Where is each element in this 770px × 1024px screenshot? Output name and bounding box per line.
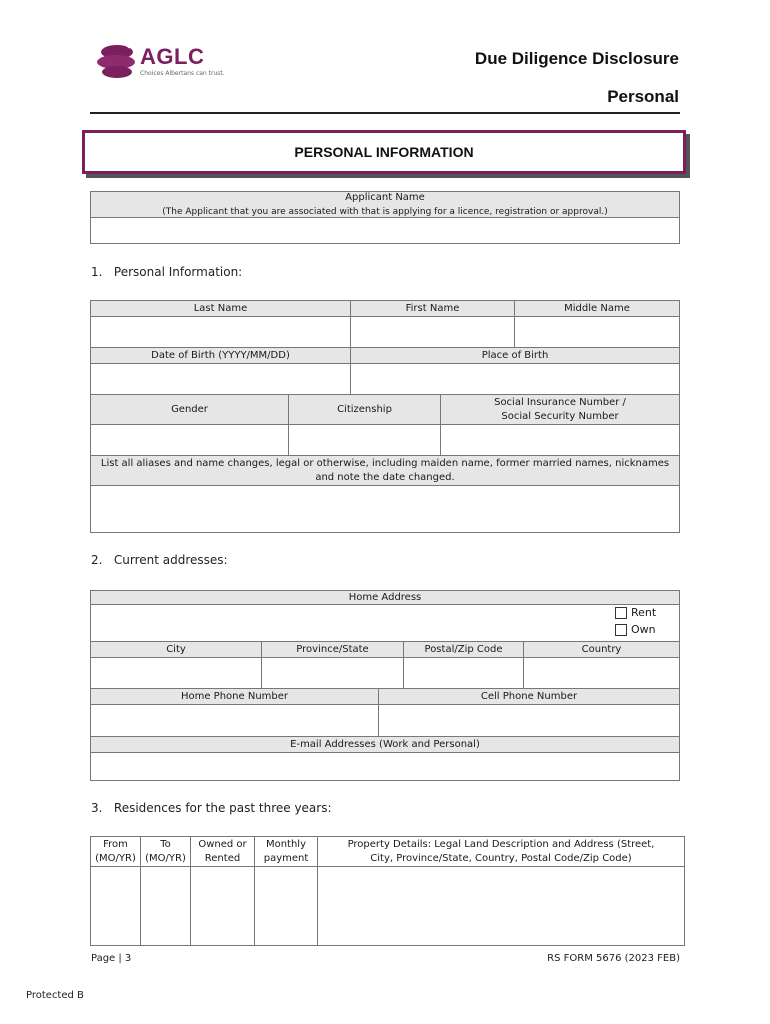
- city-header: City: [90, 641, 262, 658]
- from-label: From (MO/YR): [95, 838, 136, 864]
- monthly-label: Monthly payment: [263, 838, 309, 864]
- form-number: RS FORM 5676 (2023 FEB): [547, 953, 680, 964]
- aliases-field[interactable]: [90, 485, 680, 533]
- province-header: Province/State: [261, 641, 404, 658]
- logo-tagline: Choices Albertans can trust.: [140, 70, 225, 77]
- residence-monthly-header: [254, 836, 318, 867]
- residence-from-header: [90, 836, 141, 867]
- aglc-logo: [96, 40, 236, 84]
- country-header: Country: [523, 641, 680, 658]
- residence-to-header: [140, 836, 191, 867]
- own-checkbox[interactable]: [615, 624, 627, 636]
- residence-details-header: [317, 836, 685, 867]
- residence-owned-field[interactable]: [190, 866, 255, 946]
- aliases-label: List all aliases and name changes, legal or otherwise, including maiden name, former married names, nicknames and note the date changed.: [100, 457, 670, 483]
- place-of-birth-header: Place of Birth: [350, 347, 680, 364]
- first-name-header: First Name: [350, 300, 515, 317]
- document-subtitle: Personal: [607, 87, 679, 106]
- home-address-field[interactable]: [90, 604, 680, 642]
- rent-checkbox[interactable]: [615, 607, 627, 619]
- section-3-title: 3. Residences for the past three years:: [91, 801, 332, 815]
- owned-label: Owned or Rented: [198, 838, 247, 864]
- postal-field[interactable]: [403, 657, 524, 689]
- section-1-title: 1. Personal Information:: [91, 265, 243, 279]
- aglc-logo-mark-icon: [96, 40, 138, 82]
- middle-name-field[interactable]: [514, 316, 680, 348]
- city-field[interactable]: [90, 657, 262, 689]
- rent-label: Rent: [631, 606, 657, 619]
- section-banner: [82, 130, 686, 174]
- email-header: E-mail Addresses (Work and Personal): [90, 736, 680, 753]
- applicant-header: [90, 191, 680, 218]
- aliases-header: [90, 455, 680, 486]
- applicant-note: (The Applicant that you are associated with that is applying for a licence, registration or approval.): [162, 206, 608, 217]
- home-phone-header: Home Phone Number: [90, 688, 379, 705]
- home-address-header: Home Address: [90, 590, 680, 605]
- cell-phone-field[interactable]: [378, 704, 680, 737]
- dob-header: Date of Birth (YYYY/MM/DD): [90, 347, 351, 364]
- citizenship-field[interactable]: [288, 424, 441, 456]
- banner-title: PERSONAL INFORMATION: [294, 144, 474, 160]
- residence-from-field[interactable]: [90, 866, 141, 946]
- sin-field[interactable]: [440, 424, 680, 456]
- dob-field[interactable]: [90, 363, 351, 395]
- logo-text: AGLC: [140, 44, 205, 69]
- protected-label: Protected B: [26, 990, 84, 1001]
- section-2-title: 2. Current addresses:: [91, 553, 228, 567]
- sin-label: Social Insurance Number / Social Security Number: [494, 396, 626, 422]
- residence-monthly-field[interactable]: [254, 866, 318, 946]
- header-rule: [90, 112, 680, 114]
- first-name-field[interactable]: [350, 316, 515, 348]
- own-option[interactable]: [615, 623, 656, 636]
- to-label: To (MO/YR): [145, 838, 186, 864]
- postal-header: Postal/Zip Code: [403, 641, 524, 658]
- residence-owned-header: [190, 836, 255, 867]
- email-field[interactable]: [90, 752, 680, 781]
- middle-name-header: Middle Name: [514, 300, 680, 317]
- home-phone-field[interactable]: [90, 704, 379, 737]
- place-of-birth-field[interactable]: [350, 363, 680, 395]
- applicant-label: Applicant Name: [345, 191, 425, 203]
- applicant-name-field[interactable]: [90, 217, 680, 244]
- gender-header: Gender: [90, 394, 289, 425]
- province-field[interactable]: [261, 657, 404, 689]
- cell-phone-header: Cell Phone Number: [378, 688, 680, 705]
- details-label: Property Details: Legal Land Description and Address (Street, City, Province/State, Country, Postal Code/Zip Code): [347, 838, 655, 864]
- last-name-field[interactable]: [90, 316, 351, 348]
- sin-header: [440, 394, 680, 425]
- residence-to-field[interactable]: [140, 866, 191, 946]
- residence-details-field[interactable]: [317, 866, 685, 946]
- citizenship-header: Citizenship: [288, 394, 441, 425]
- rent-option[interactable]: [615, 606, 656, 619]
- own-label: Own: [631, 623, 656, 636]
- country-field[interactable]: [523, 657, 680, 689]
- last-name-header: Last Name: [90, 300, 351, 317]
- page-number: Page | 3: [91, 953, 132, 964]
- document-title: Due Diligence Disclosure: [474, 49, 679, 68]
- gender-field[interactable]: [90, 424, 289, 456]
